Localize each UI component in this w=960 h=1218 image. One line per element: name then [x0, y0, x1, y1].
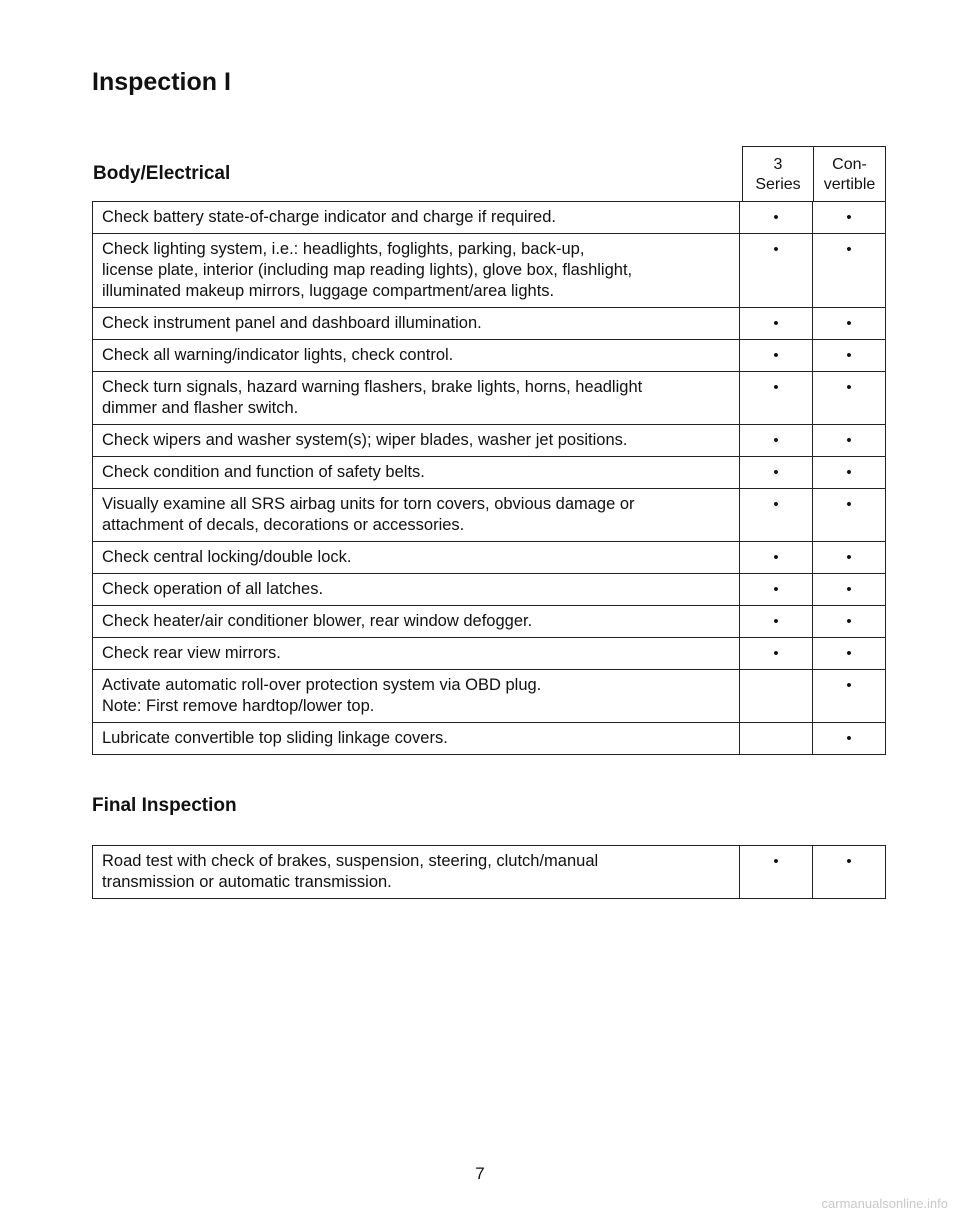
table-row — [93, 234, 886, 308]
final-inspection-section — [92, 795, 886, 899]
applies-3-series-mark: • — [740, 457, 813, 489]
check-item-text: Check wipers and washer system(s); wiper blades, washer jet positions. — [93, 425, 740, 457]
table-row — [93, 723, 886, 755]
watermark: carmanualsonline.info — [821, 1196, 948, 1211]
check-item-text: Check operation of all latches. — [93, 574, 740, 606]
check-item-text: Visually examine all SRS airbag units for torn covers, obvious damage or attachment of decals, decorations or accessories. — [93, 489, 740, 542]
applies-convertible-mark: • — [813, 670, 886, 723]
applies-3-series-mark: • — [740, 202, 813, 234]
table-row — [93, 308, 886, 340]
table-row — [93, 670, 886, 723]
applies-3-series-mark — [740, 670, 813, 723]
page-title: Inspection I — [92, 68, 231, 96]
applies-convertible-mark: • — [813, 846, 886, 899]
column-header-3-series-label: 3 Series — [755, 156, 801, 193]
check-item-text: Check heater/air conditioner blower, rear window defogger. — [93, 606, 740, 638]
table-row — [93, 574, 886, 606]
final-inspection-table — [92, 845, 886, 899]
table-row — [93, 846, 886, 899]
check-item-text: Check central locking/double lock. — [93, 542, 740, 574]
page-number: 7 — [475, 1164, 485, 1183]
check-item-text: Check rear view mirrors. — [93, 638, 740, 670]
applies-3-series-mark: • — [740, 489, 813, 542]
applies-3-series-mark: • — [740, 372, 813, 425]
column-header-convertible — [814, 146, 886, 201]
applies-3-series-mark: • — [740, 542, 813, 574]
table-row — [93, 372, 886, 425]
applies-convertible-mark: • — [813, 308, 886, 340]
check-item-text: Check battery state-of-charge indicator and charge if required. — [93, 202, 740, 234]
check-item-text: Check lighting system, i.e.: headlights, foglights, parking, back-up, license plate, interior (including map reading lights), glove box, flashlight, illuminated makeup mirrors, luggage compartment/area lights. — [93, 234, 740, 308]
applies-3-series-mark: • — [740, 425, 813, 457]
applies-convertible-mark: • — [813, 372, 886, 425]
applies-convertible-mark: • — [813, 574, 886, 606]
applies-convertible-mark: • — [813, 340, 886, 372]
applies-convertible-mark: • — [813, 457, 886, 489]
check-item-text: Check instrument panel and dashboard illumination. — [93, 308, 740, 340]
applies-3-series-mark: • — [740, 234, 813, 308]
check-item-text: Lubricate convertible top sliding linkage covers. — [93, 723, 740, 755]
applies-convertible-mark: • — [813, 489, 886, 542]
check-item-text: Activate automatic roll-over protection system via OBD plug. Note: First remove hardtop/lower top. — [93, 670, 740, 723]
applies-3-series-mark: • — [740, 846, 813, 899]
table-row — [93, 542, 886, 574]
applies-convertible-mark: • — [813, 723, 886, 755]
body-electrical-section — [92, 146, 886, 755]
table-row — [93, 425, 886, 457]
applies-convertible-mark: • — [813, 638, 886, 670]
body-electrical-table — [92, 201, 886, 755]
final-inspection-header — [92, 795, 886, 845]
applies-convertible-mark: • — [813, 542, 886, 574]
table-row — [93, 340, 886, 372]
section-title: Body/Electrical — [93, 162, 231, 184]
body-electrical-header — [92, 146, 886, 201]
column-header-3-series — [742, 146, 814, 201]
table-row — [93, 202, 886, 234]
check-item-text: Road test with check of brakes, suspension, steering, clutch/manual transmission or automatic transmission. — [93, 846, 740, 899]
applies-3-series-mark: • — [740, 308, 813, 340]
applies-convertible-mark: • — [813, 234, 886, 308]
table-row — [93, 457, 886, 489]
column-header-convertible-label: Con- vertible — [823, 156, 876, 193]
check-item-text: Check condition and function of safety belts. — [93, 457, 740, 489]
applies-3-series-mark — [740, 723, 813, 755]
table-row — [93, 638, 886, 670]
applies-convertible-mark: • — [813, 202, 886, 234]
check-item-text: Check turn signals, hazard warning flashers, brake lights, horns, headlight dimmer and flasher switch. — [93, 372, 740, 425]
applies-3-series-mark: • — [740, 340, 813, 372]
applies-convertible-mark: • — [813, 606, 886, 638]
applies-3-series-mark: • — [740, 638, 813, 670]
check-item-text: Check all warning/indicator lights, check control. — [93, 340, 740, 372]
applies-3-series-mark: • — [740, 574, 813, 606]
table-row — [93, 489, 886, 542]
applies-3-series-mark: • — [740, 606, 813, 638]
applies-convertible-mark: • — [813, 425, 886, 457]
section-title-cell — [92, 146, 742, 201]
section-title: Final Inspection — [92, 795, 237, 816]
table-row — [93, 606, 886, 638]
